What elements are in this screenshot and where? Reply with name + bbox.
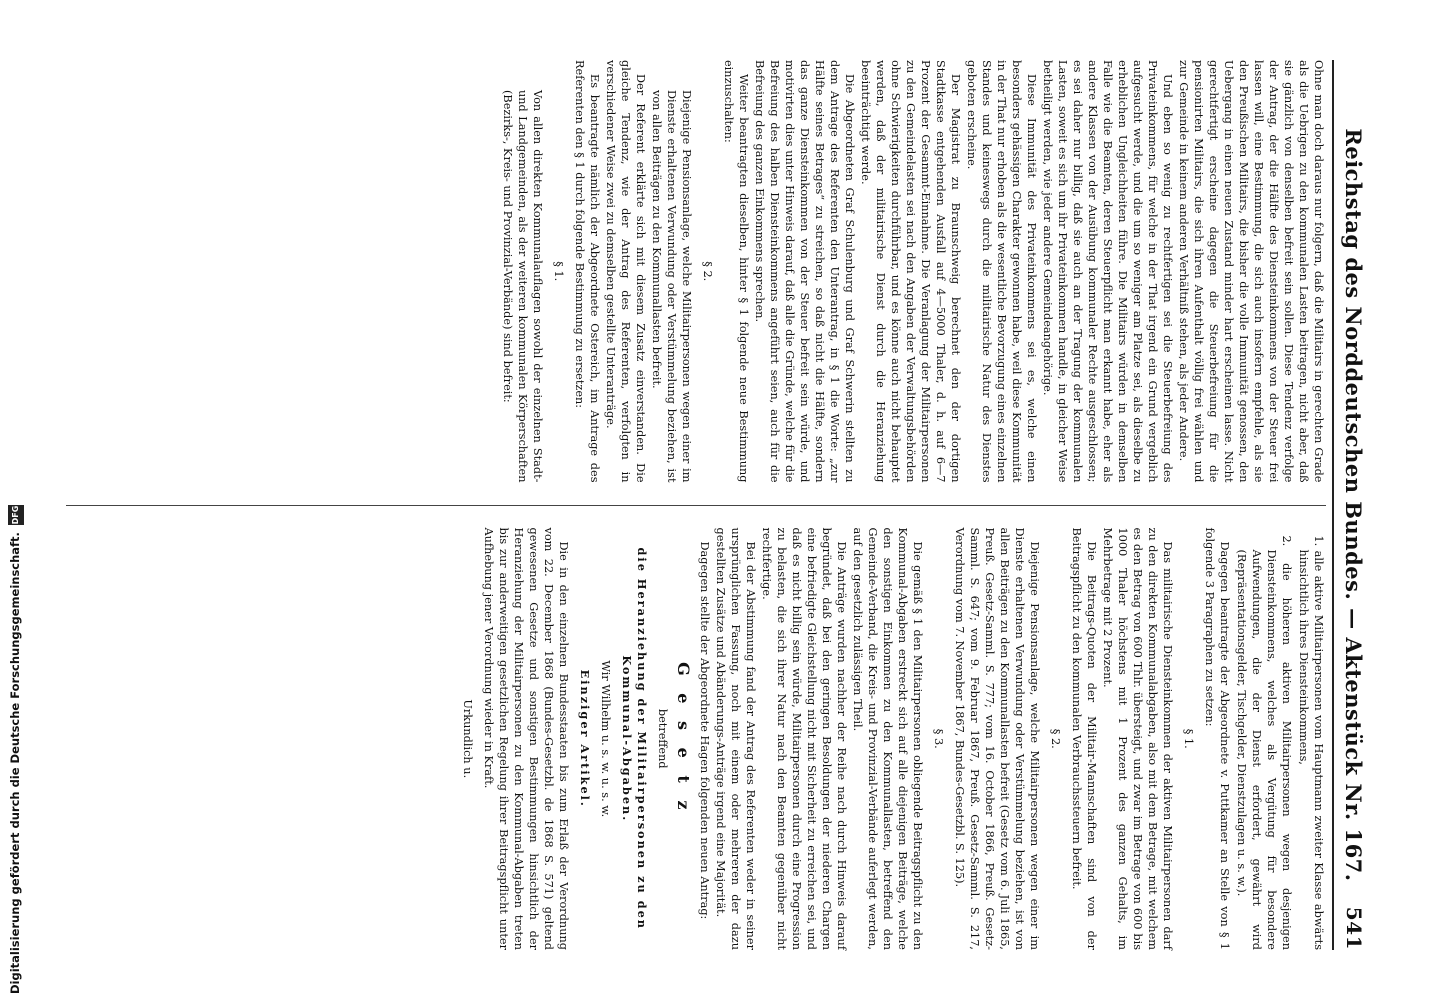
law-subheading: die Heranziehung der Militairpersonen zu den Kommunal-Abgaben.	[620, 547, 649, 930]
running-head	[1332, 60, 1374, 950]
paragraph: Es beantragte nämlich der Abgeordnete Ostereich, im Antrage des Referenten den § 1 durch folgende Bestimmung zu ersetzen:	[573, 60, 601, 483]
section-heading: Wir Wilhelm u. s. w. u. s. w.	[599, 660, 612, 818]
paragraph: Der Referent erklärte sich mit diesem Zusatz einverstanden. Die gleiche Tendenz, wie der Antrag des Referenten, verfolgten in verschiedener Weise zwei zu demselben gestellte Unteranträge.	[604, 60, 647, 483]
section-heading: betreffend	[656, 708, 669, 769]
text-columns	[66, 60, 1326, 950]
digitization-credit	[4, 505, 26, 994]
column-divider	[66, 505, 1326, 506]
law-subheading: Einziger Artikel.	[578, 669, 592, 808]
paragraph: Diese Immunität des Privateinkommens sei es, welche einen besonders gehässigen Charakter gewonnen habe, weil diese Kommunität in der That nur erhoben als die wesentliche Bevorzugung eines einzelnen Standes und keineswegs durch die militairische Natur des Dienstes geboten erscheine.	[965, 60, 1038, 483]
credit-text: Digitalisierung gefördert durch die Deutsche Forschungsgemeinschaft.	[8, 532, 22, 994]
section-heading: § 1.	[552, 261, 565, 282]
paragraph: Dagegen stellte der Abgeordnete Hagen folgenden neuen Antrag:	[698, 541, 711, 920]
right-column	[66, 528, 1326, 951]
paragraph: Die Beitrags-Quoten der Militair-Mannschaften sind von der Beitragspflicht zu den kommunalen Verbrauchssteuern befreit.	[1070, 527, 1098, 950]
dfg-logo-icon: DFG	[8, 505, 24, 525]
list-item: 1. alle aktive Militairpersonen vom Hauptmann zweiter Klasse abwärts hinsichtlich ihres Diensteinkommens,	[1297, 535, 1325, 950]
section-heading: Urkundlich u.	[461, 699, 474, 779]
section-heading: § 3.	[932, 728, 945, 749]
paragraph: Die in den einzelnen Bundesstaaten bis zum Erlaß der Verordnung vom 22. December 1868 (Bundes-Gesetzbl. de 1868 S. 571) geltend gewesenen Gesetze und sonstigen Bestimmungen hinsichtlich der Heranziehung der Militairpersonen zu den Kommunal-Abgaben treten bis zur anderweitigen gesetzlichen Regelung ihrer Beitragspflicht unter Aufhebung jener Verordnung wieder in Kraft.	[482, 527, 570, 950]
left-column	[66, 60, 1326, 483]
law-heading: G e s e t z	[674, 662, 693, 816]
quoted-provision: Diejenige Pensionsanlage, welche Militairpersonen wegen einer im Dienste erhaltenen Verwundung oder Verstümmelung beziehen, ist von allen Beiträgen zu den Kommunallasten befreit.	[650, 90, 693, 483]
page-title: Reichstag des Norddeutschen Bundes. — Aktenstück Nr. 167.	[1341, 128, 1367, 882]
paragraph: Die gemäß § 1 den Militairpersonen obliegende Beitragspflicht zu den Kommunal-Abgaben erstreckt sich auf alle diejenigen Beiträge, welche den sonstigen Einkommen zu den Kommunallasten, betreffend den Gemeinde-Verband, die Kreis- und Provinzial-Verbände auferlegt werden, auf den gesetzlich zulässigen Theil.	[851, 527, 924, 950]
section-heading: § 2.	[1049, 728, 1062, 749]
page-content	[54, 60, 1374, 950]
section-heading: § 1.	[1182, 728, 1195, 749]
paragraph: Die Abgeordneten Graf Schulenburg und Graf Schwerin stellten zu dem Antrage des Referenten den Unterantrag, in § 1 die Worte: „zur Hälfte seines Betrages“ zu streichen, so daß nicht die Hälfte, sondern das ganze Diensteinkommen von der Steuer befreit sein würde, und motivirten dies unter Hinweis darauf, daß alle die Gründe, welche für die Befreiung des halben Diensteinkommens angeführt seien, auch für die Befreiung des ganzen Einkommens sprechen.	[753, 60, 856, 483]
paragraph: Diejenige Pensionsanlage, welche Militairpersonen wegen einer im Dienste erhaltenen Verwundung oder Verstümmelung beziehen, ist von allen Beiträgen zu den Kommunallasten befreit (Gesetz vom 6. Juli 1865, Preuß. Gesetz-Samml. S. 777; vom 16. October 1866, Preuß. Gesetz-Samml. S. 647; vom 9. Februar 1867, Preuß. Gesetz-Samml. S. 217, Verordnung vom 7. November 1867, Bundes-Gesetzbl. S. 125).	[953, 527, 1041, 950]
quoted-provision: Von allen direkten Kommunalauflagen sowohl der einzelnen Stadt- und Landgemeinden, als der weiteren kommunalen Körperschaften (Bezirks-, Kreis- und Provinzial-Verbände) sind befreit:	[501, 90, 544, 483]
paragraph: Bei der Abstimmung fand der Antrag des Referenten weder in seiner ursprünglichen Fassung, noch mit einem oder mehreren der dazu gestellten Zusätze und Abänderungs-Anträge irgend eine Majorität.	[714, 527, 757, 950]
paragraph: Ohne man doch daraus nur folgern, daß die Militairs in gerechten Grade als die Uebrigen zu den kommunalen Lasten beitragen, nicht aber, daß sie gänzlich von denselben befreit sein sollen. Diese Tendenz verfolge der Antrag, der die Hälfte des Diensteinkommens von der Steuer frei lassen will, eine Bestimmung, die sich auch insofern empfehle, als sie den Preußischen Militairs, die bisher die volle Immunität genossen, den Uebergang in einen neuen Zustand minder hart erscheinen lasse. Nicht gerechtfertigt erscheine dagegen die Steuerbefreiung für die pensionirten Militairs, die sich ihren Aufenthalt völlig frei wählen und zur Gemeinde in keinem anderen Verhältniß stehen, als jeder Andere.	[1177, 60, 1325, 483]
paragraph: Dagegen beantragte der Abgeordnete v. Puttkamer an Stelle von § 1 folgende 3 Paragraphen zu setzen:	[1203, 527, 1231, 950]
page-number: 541	[1342, 906, 1366, 950]
paragraph: Weiter beantragten dieselben, hinter § 1 folgende neue Bestimmung einzuschalten:	[722, 60, 750, 483]
paragraph: Der Magistrat zu Braunschweig berechnet den der dortigen Stadtkasse entgehenden Ausfall auf 4—5000 Thaler, d. h. auf 6—7 Prozent der Gesammt-Einnahme. Die Veranlagung der Militairpersonen zu den Gemeindelasten sei nach den Angaben der Verwaltungsbehörden ohne Schwierigkeiten durchführbar, und es könne auch nicht behauptet werden, daß der militairische Dienst durch die Heranziehung beeinträchtigt werde.	[859, 60, 962, 483]
list-item: 2. die höheren aktiven Militairpersonen wegen desjenigen Diensteinkommens, welches als Vergütung für besondere Aufwendungen, die der Dienst erfordert, gewährt wird (Repräsentationsgelder, Tischgelder, Dienstzulagen u. s. w.).	[1235, 535, 1293, 950]
paragraph: Das militairische Diensteinkommen der aktiven Militairpersonen darf zu den direkten Kommunalabgaben, also mit dem Betrage, mit welchem es den Betrag von 600 Thlr. übersteigt, und zwar im Betrage von 600 bis 1000 Thaler höchstens mit 1 Prozent des ganzen Gehalts, im Mehrbetrage mit 2 Prozent.	[1101, 527, 1174, 950]
section-heading: § 2.	[701, 261, 714, 282]
paragraph: Und eben so wenig zu rechtfertigen sei die Steuerbefreiung des Privateinkommens, für welche in der That irgend ein Grund vergeblich aufgesucht werde, und die um so weniger am Platze sei, als dieselbe zu erheblichen Ungleichheiten führe. Die Militairs würden in demselben Falle wie die Beamten, deren Steuerpflicht man erkannt habe, eher als andere Klassen von der Ausübung kommunaler Rechte ausgeschlossen; es sei daher nur billig, daß sie auch an der Tragung der kommunalen Lasten, soweit es sich um ihr Privateinkommen handle, in gleicher Weise betheiligt werden, wie jeder andere Gemeindeangehörige.	[1041, 60, 1174, 483]
paragraph: Die Anträge wurden nachher der Reihe nach durch Hinweis darauf begründet, daß bei den geringen Besoldungen der niederen Chargen eine befriedigte Gleichstellung nicht mit Sicherheit zu erreichen sei, und daß es nicht billig sein würde, Militairpersonen durch eine Progression zu belasten, die sich ihrer Natur nach den Beamten gegenüber nicht rechtfertige.	[760, 527, 848, 950]
